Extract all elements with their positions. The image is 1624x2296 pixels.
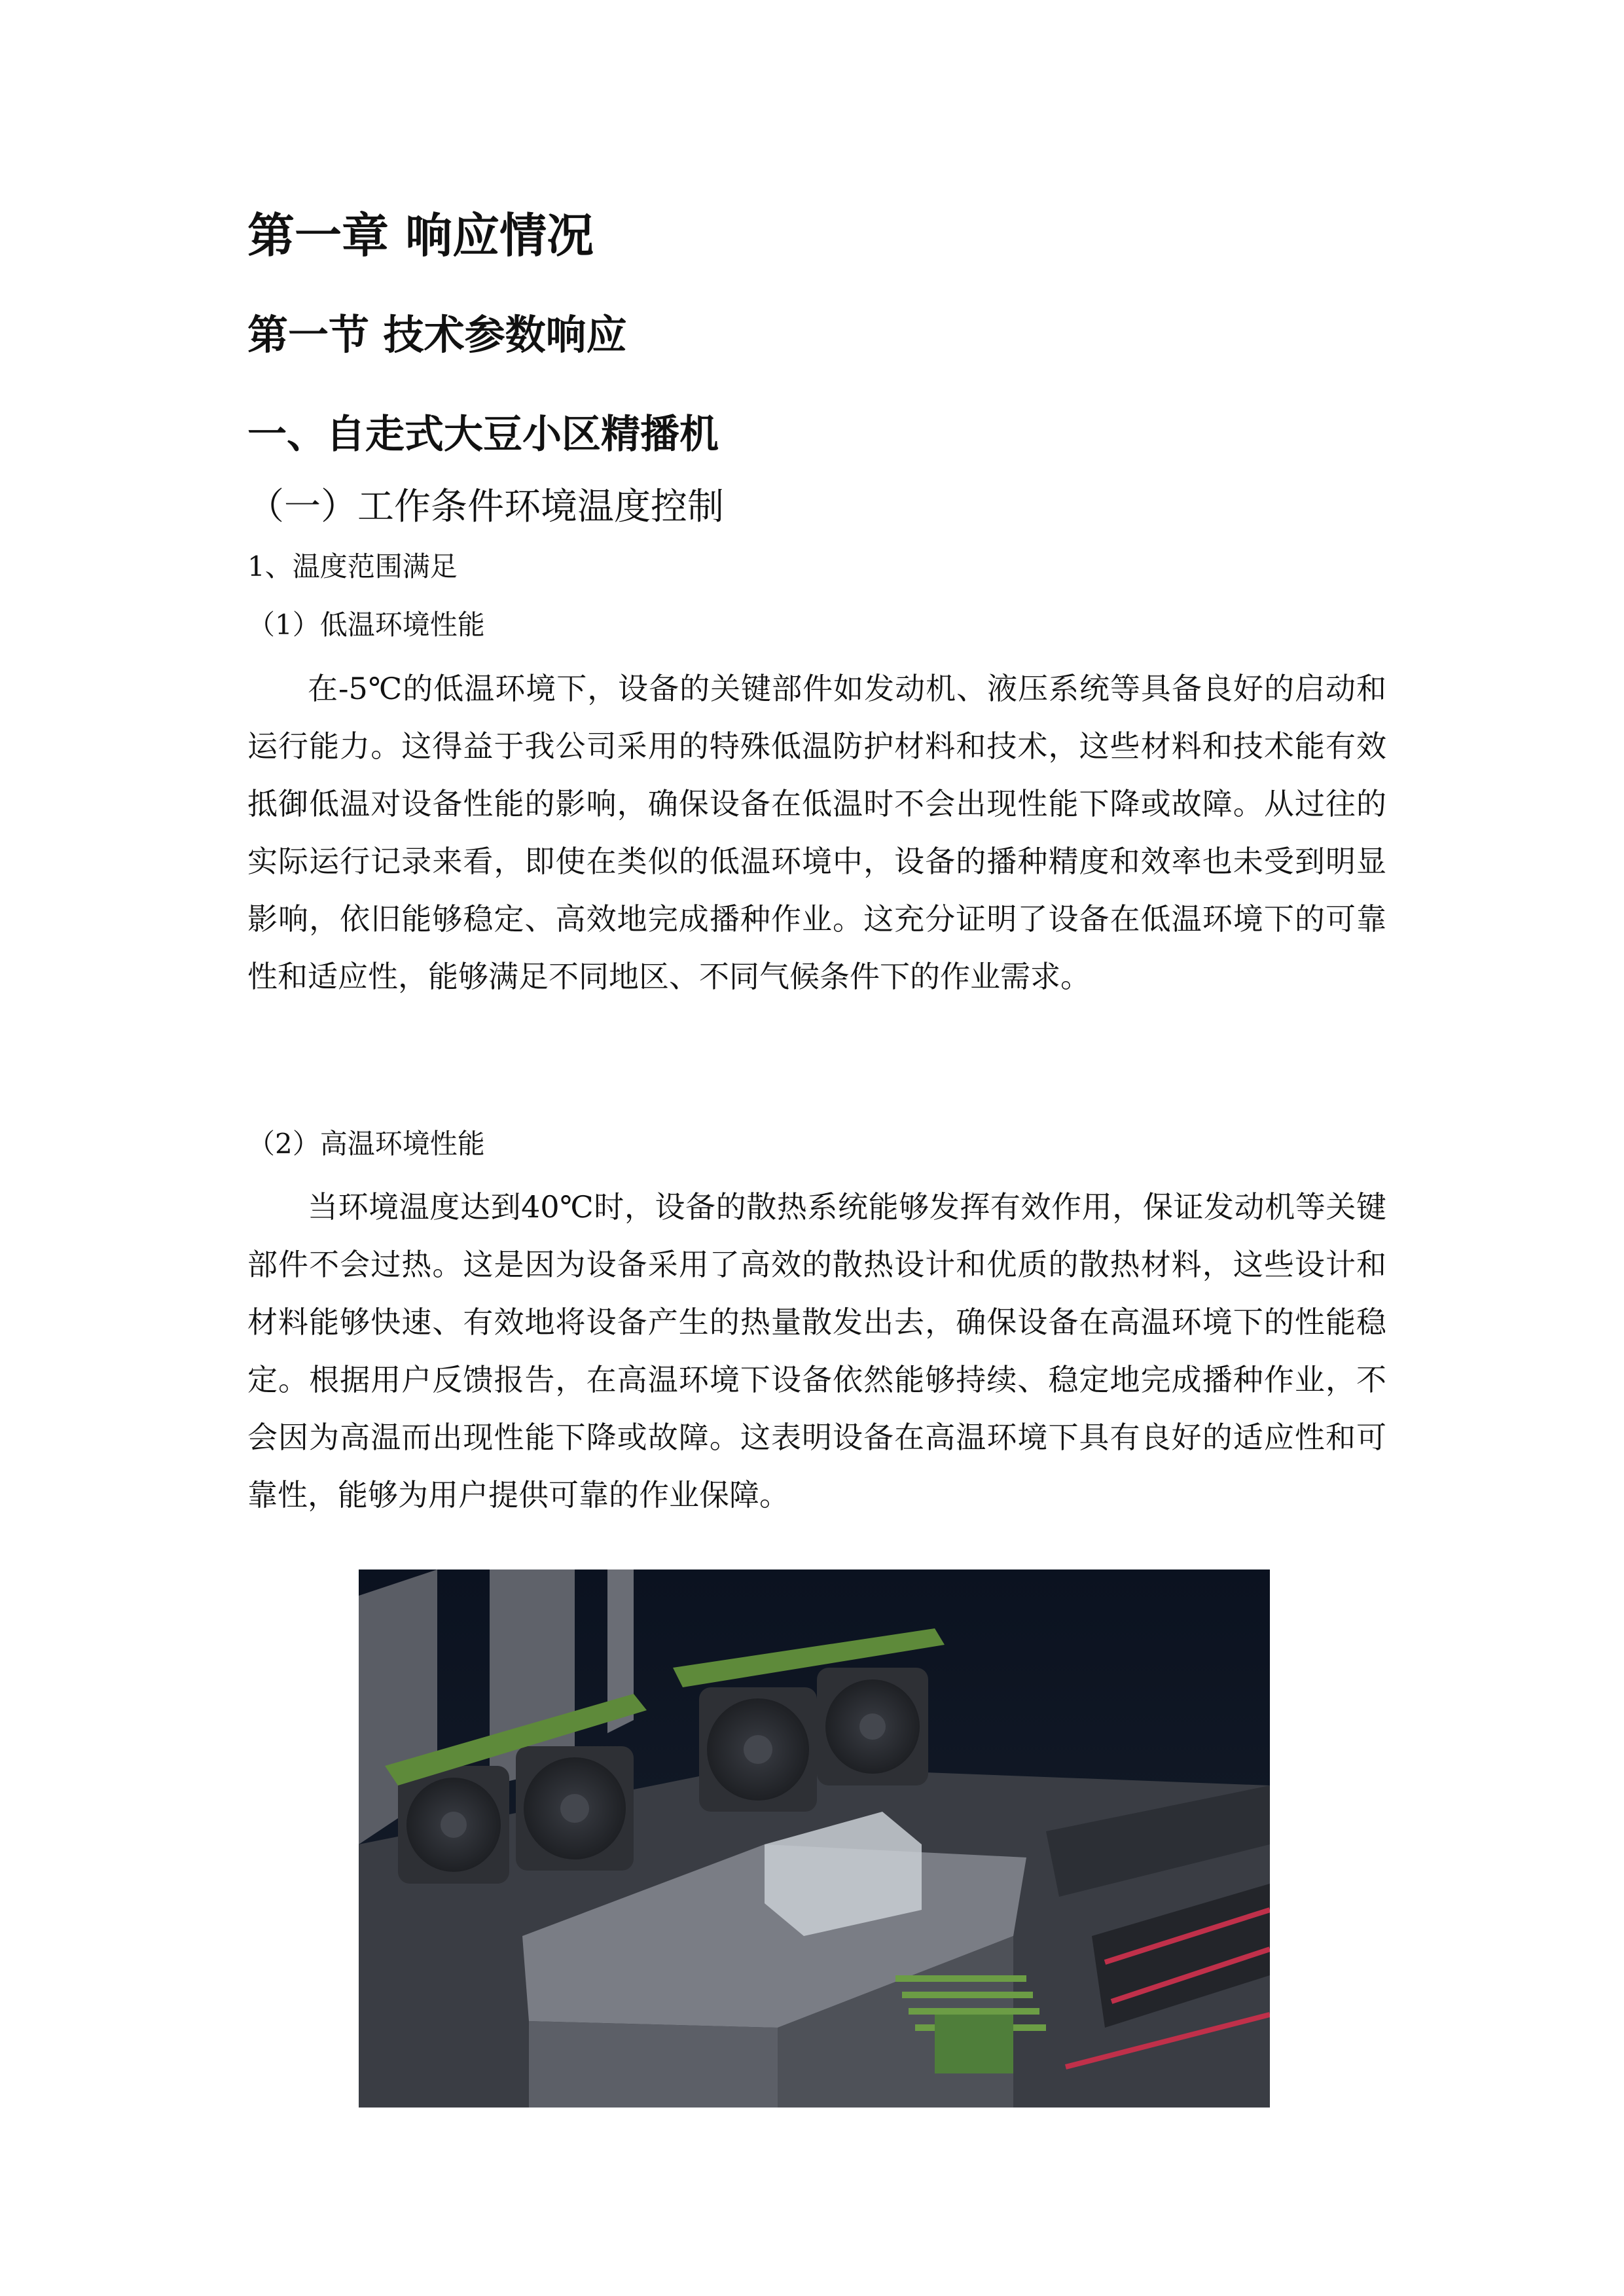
illustration-svg	[359, 1570, 1270, 2108]
low-temp-paragraph: 在-5℃的低温环境下，设备的关键部件如发动机、液压系统等具备良好的启动和运行能力。这得益于我公司采用的特殊低温防护材料和技术，这些材料和技术能有效抵御低温对设备性能的影响，确保设备在低温时不会出现性能下降或故障。从过往的实际运行记录来看，即使在类似的低温环境中，设备的播种精度和效率也未受到明显影响，依旧能够稳定、高效地完成播种作业。这充分证明了设备在低温环境下的可靠性和适应性，能够满足不同地区、不同气候条件下的作业需求。	[247, 671, 1386, 994]
chapter-title: 第一章 响应情况	[247, 208, 594, 263]
high-temp-heading: （2）高温环境性能	[247, 1128, 485, 1160]
subsection-title: （一）工作条件环境温度控制	[247, 486, 724, 528]
point-title: 1、温度范围满足	[247, 550, 458, 583]
item-title: 一、自走式大豆小区精播机	[247, 412, 719, 457]
high-temp-paragraph: 当环境温度达到40℃时，设备的散热系统能够发挥有效作用，保证发动机等关键部件不会过热。这是因为设备采用了高效的散热设计和优质的散热材料，这些设计和材料能够快速、有效地将设备产生的热量散发出去，确保设备在高温环境下的性能稳定。根据用户反馈报告，在高温环境下设备依然能够持续、稳定地完成播种作业，不会因为高温而出现性能下降或故障。这表明设备在高温环境下具有良好的适应性和可靠性，能够为用户提供可靠的作业保障。	[247, 1189, 1386, 1513]
cooling-fans-illustration	[359, 1570, 1270, 2108]
low-temp-heading: （1）低温环境性能	[247, 609, 485, 641]
section-title: 第一节 技术参数响应	[247, 311, 627, 359]
